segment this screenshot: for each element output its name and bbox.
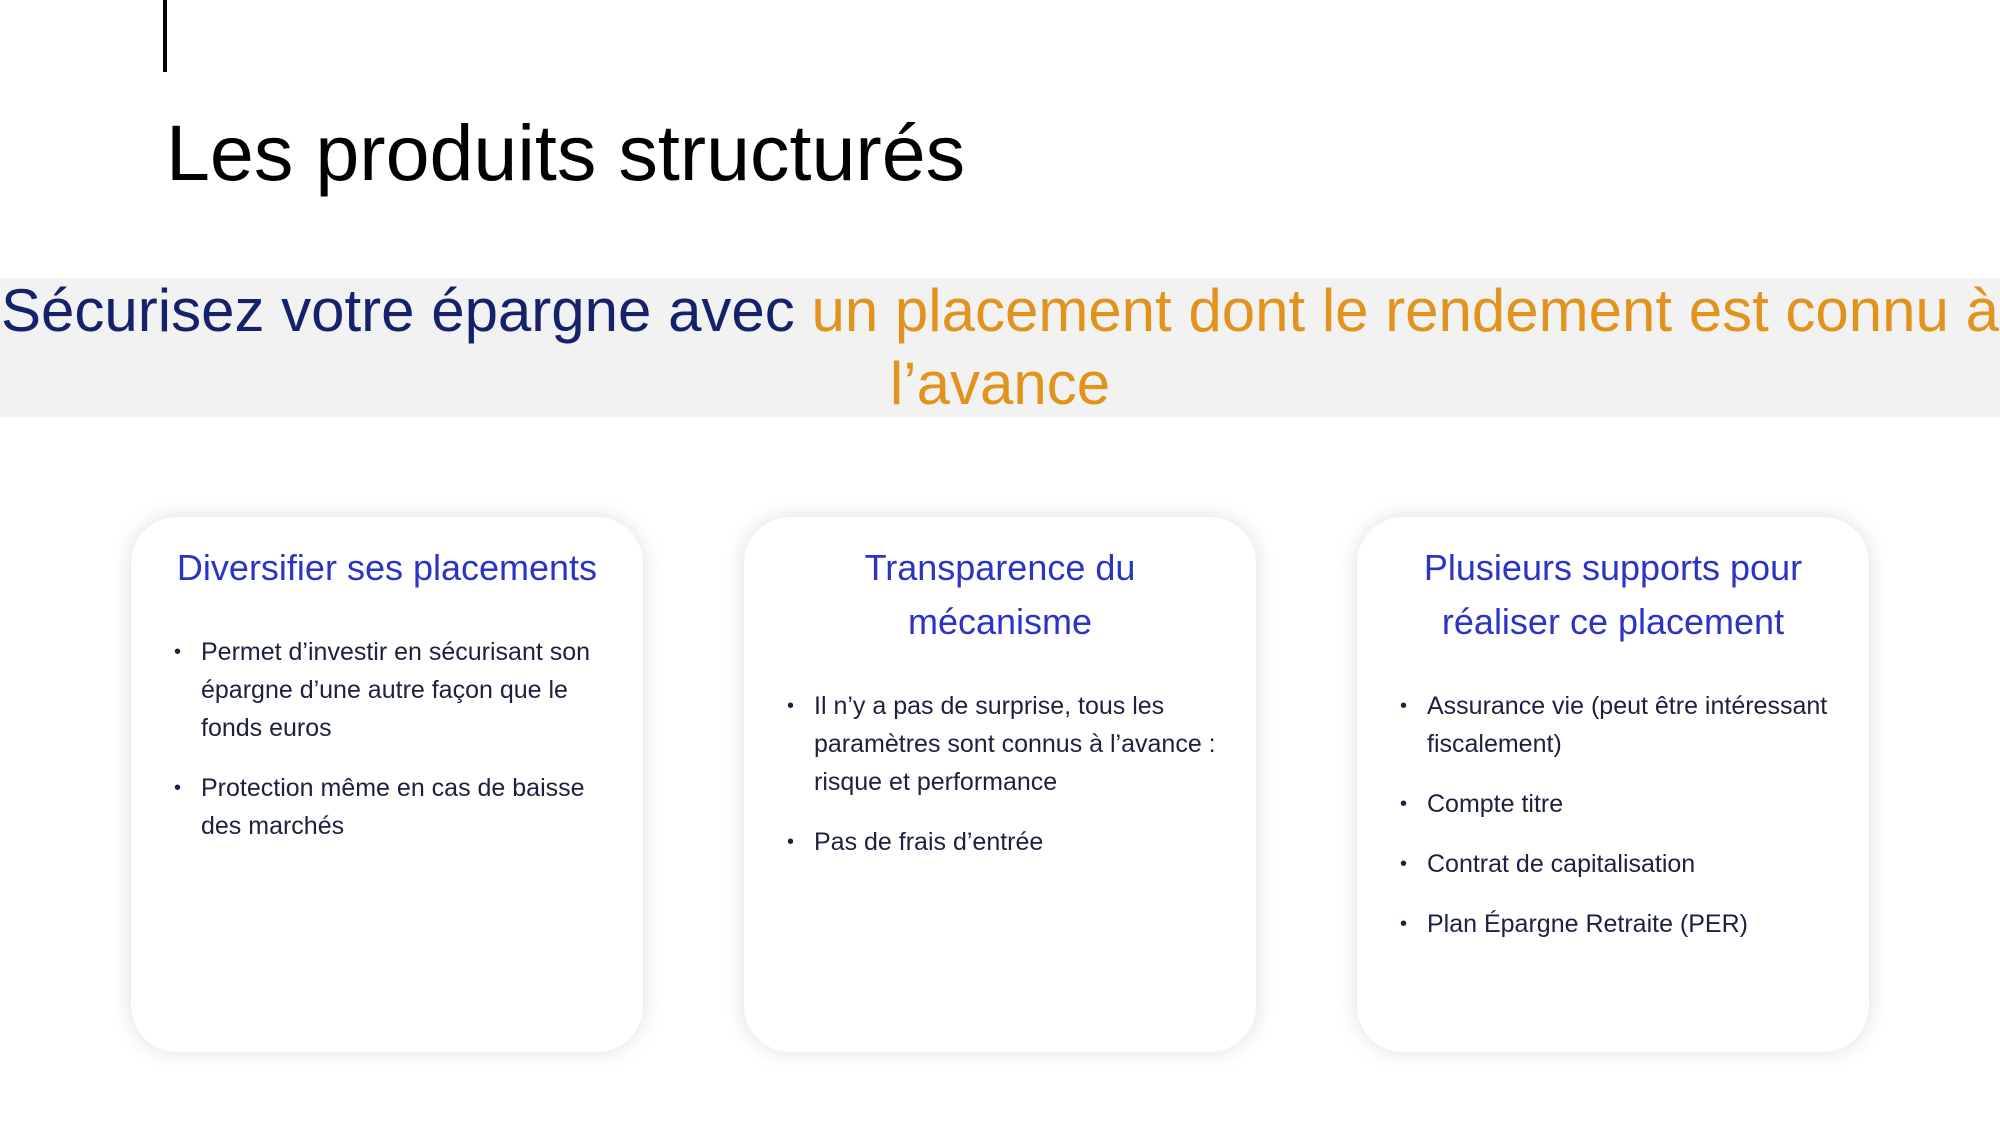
card-bullet-item: • Compte titre	[1397, 785, 1829, 823]
card-bullet-list	[1397, 687, 1829, 943]
headline-part-orange: un placement dont le rendement est connu à l’avance	[811, 277, 1999, 417]
card-title: Transparence du mécanisme	[864, 547, 1136, 642]
card-bullet-item: • Contrat de capitalisation	[1397, 845, 1829, 883]
card-title: Diversifier ses placements	[176, 547, 598, 588]
card-title: Plusieurs supports pour réaliser ce placement	[1423, 547, 1803, 642]
card-transparence	[744, 517, 1256, 1052]
card-supports	[1357, 517, 1869, 1052]
card-bullet-item: • Il n’y a pas de surprise, tous les paramètres sont connus à l’avance : risque et performance	[784, 687, 1216, 801]
card-bullet-item: • Plan Épargne Retraite (PER)	[1397, 905, 1829, 943]
card-diversifier	[131, 517, 643, 1052]
card-bullet-list	[171, 633, 603, 845]
headline	[0, 274, 2000, 420]
card-bullet-item: • Pas de frais d’entrée	[784, 823, 1216, 861]
card-bullet-item: • Protection même en cas de baisse des marchés	[171, 769, 603, 845]
headline-part-navy: Sécurisez votre épargne avec	[1, 277, 812, 344]
page-title: Les produits structurés	[166, 108, 966, 197]
title-accent-bar	[163, 0, 167, 72]
card-bullet-list	[784, 687, 1216, 861]
card-bullet-item: • Permet d’investir en sécurisant son épargne d’une autre façon que le fonds euros	[171, 633, 603, 747]
card-bullet-item: • Assurance vie (peut être intéressant fiscalement)	[1397, 687, 1829, 763]
